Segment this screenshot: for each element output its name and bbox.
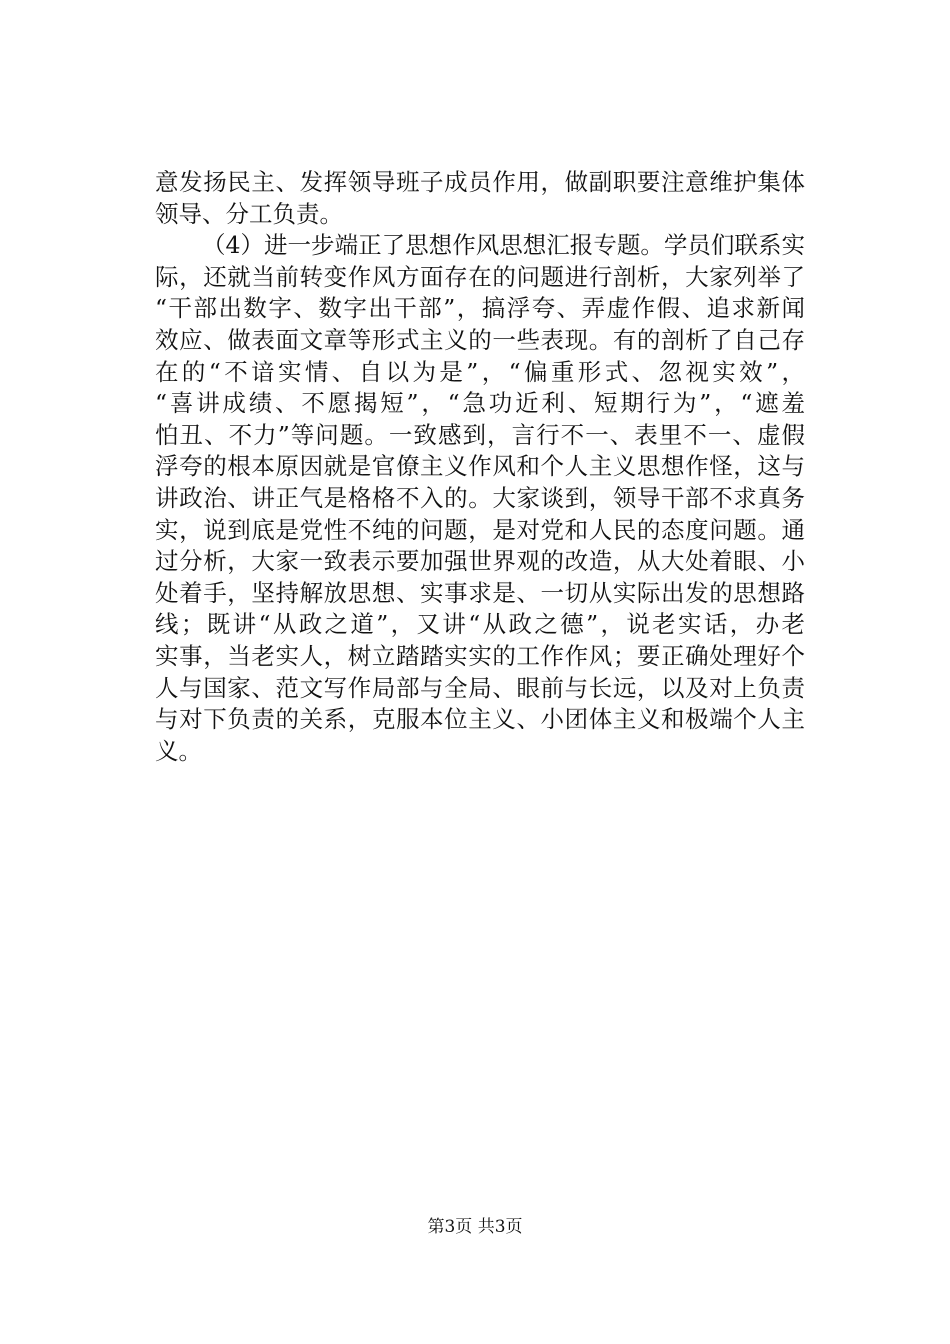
text-line: 领导、分工负责。	[155, 199, 343, 228]
text-line: 意发扬民主、发挥领导班子成员作用，做副职要注意维护集体	[155, 168, 805, 196]
text-line: 效应、做表面文章等形式主义的一些表现。有的剖析了自己存	[155, 325, 805, 354]
body-text	[155, 167, 805, 767]
text-line: 际，还就当前转变作风方面存在的问题进行剖析，大家列举了	[155, 262, 805, 291]
text-line: 讲政治、讲正气是格格不入的。大家谈到，领导干部不求真务	[155, 483, 805, 512]
text-line: 线；既讲“从政之道”，又讲“从政之德”，说老实话，办老	[155, 610, 805, 639]
text-line: “喜讲成绩、不愿揭短”，“急功近利、短期行为”，“遮羞	[155, 389, 805, 418]
text-line: 在的“不谙实情、自以为是”，“偏重形式、忽视实效”，	[155, 357, 805, 386]
text-line: “干部出数字、数字出干部”，搞浮夸、弄虚作假、追求新闻	[155, 294, 805, 323]
text-line: 实，说到底是党性不纯的问题，是对党和人民的态度问题。通	[155, 515, 805, 544]
text-line: 义。	[155, 736, 202, 765]
text-line: 浮夸的根本原因就是官僚主义作风和个人主义思想作怪，这与	[155, 452, 805, 481]
text-line: 实事，当老实人，树立踏踏实实的工作作风；要正确处理好个	[155, 641, 805, 670]
text-line: 怕丑、不力”等问题。一致感到，言行不一、表里不一、虚假	[155, 420, 805, 449]
text-line: 处着手，坚持解放思想、实事求是、一切从实际出发的思想路	[155, 578, 805, 607]
text-line: 过分析，大家一致表示要加强世界观的改造，从大处着眼、小	[155, 547, 805, 576]
page-number-footer: 第3页 共3页	[427, 1217, 523, 1237]
text-line: 与对下负责的关系，克服本位主义、小团体主义和极端个人主	[155, 705, 805, 734]
paragraph-start-line: （4）进一步端正了思想作风思想汇报专题。学员们联系实	[202, 231, 805, 260]
text-line: 人与国家、范文写作局部与全局、眼前与长远，以及对上负责	[155, 673, 805, 702]
